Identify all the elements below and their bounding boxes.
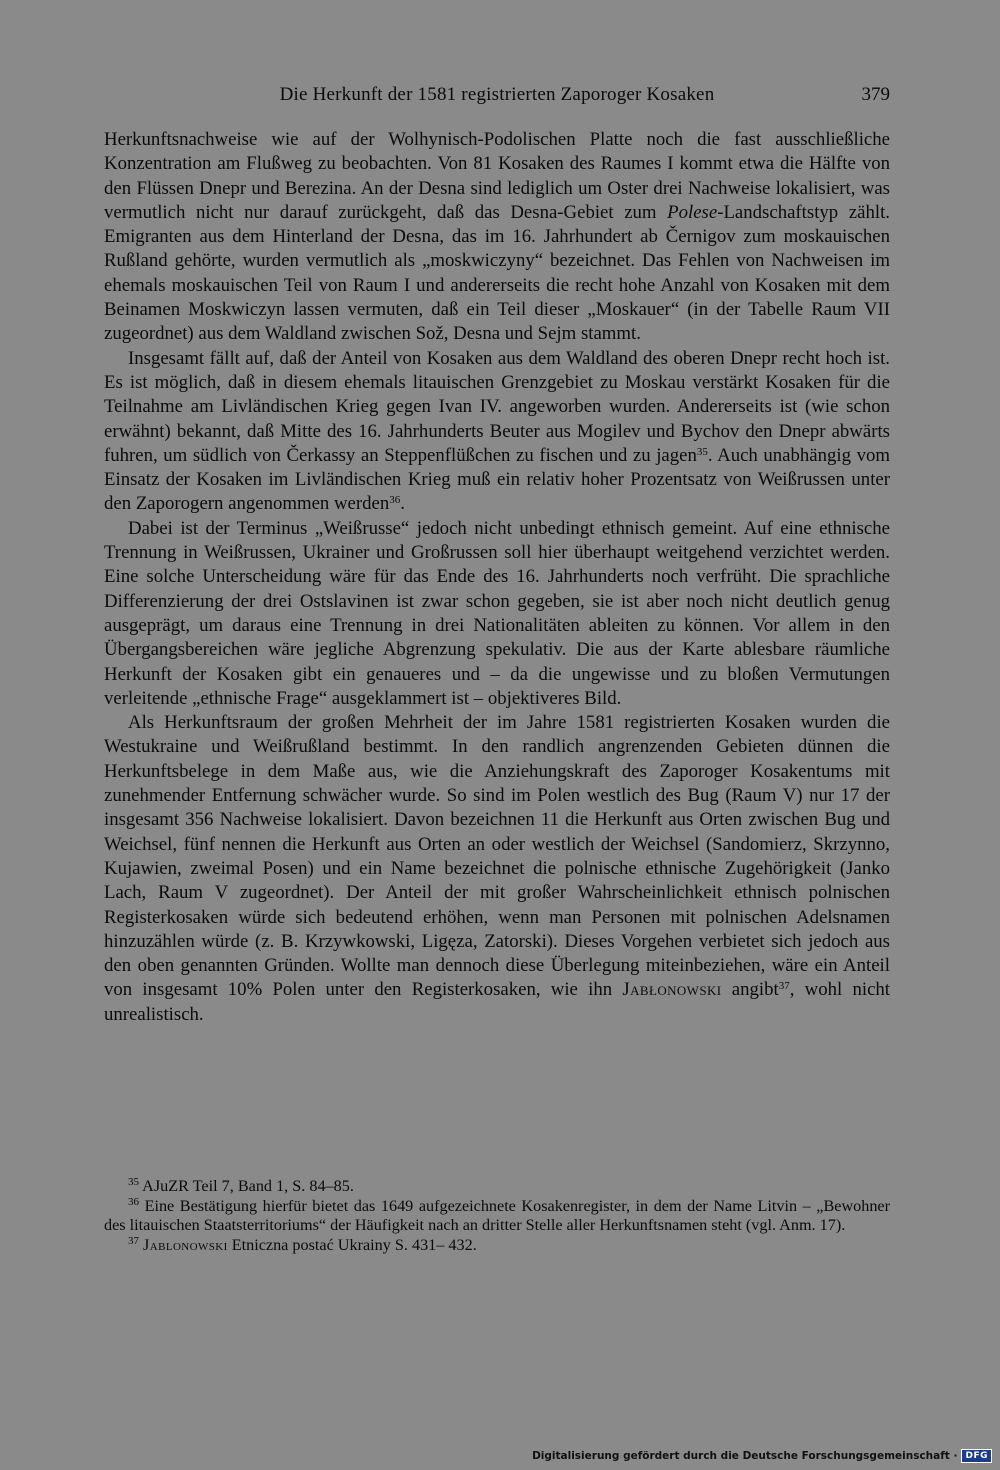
footnote-author: Jablonowski [143, 1235, 228, 1254]
paragraph-4 [104, 711, 890, 1027]
paragraph-1-italic-term: Polese [667, 201, 718, 223]
paragraph-1-text-a: Herkunftsnachweise wie auf der Wolhynisch-Podolischen Platte noch die fast ausschließliche Konzentration am Flußweg zu beobachten. Von 81 Kosaken des Raumes I kommt etwa die Hälfte von den Flüssen Dnepr und Berezina. An der Desna sind lediglich um Oster drei Nachweise lokalisiert, was vermutlich nicht nur darauf zurückgeht, daß das Desna-Gebiet zum [104, 129, 890, 223]
paragraph-1 [104, 128, 890, 347]
running-title: Die Herkunft der 1581 registrierten Zaporoger Kosaken [279, 84, 715, 105]
footnote-text: AJuZR Teil 7, Band 1, S. 84–85. [142, 1177, 354, 1195]
author-name-jablonowski: Jabłonowski [622, 979, 722, 1001]
paragraph-4-text-b: angibt [721, 979, 779, 1001]
footnote-35 [104, 1177, 890, 1197]
footnote-number: 37 [128, 1234, 139, 1247]
footnote-ref-36[interactable]: 36 [389, 494, 401, 507]
body-text [104, 128, 890, 1027]
footnote-number: 36 [128, 1195, 139, 1208]
paragraph-3: Dabei ist der Terminus „Weißrusse“ jedoch nicht unbedingt ethnisch gemeint. Auf eine ethnische Trennung in Weißrussen, Ukrainer und Großrussen soll hier überhaupt weitgehend verzichtet werden. Eine solche Unterscheidung wäre für das Ende des 16. Jahrhunderts noch verfrüht. Die sprachliche Differenzierung der drei Ostslavinen ist zwar schon gegeben, sie ist aber noch nicht deutlich genug ausgeprägt, um daraus eine Trennung in drei Nationalitäten ableiten zu können. Vor allem in den Übergangsbereichen wäre jegliche Abgrenzung spekulativ. Die aus der Karte ablesbare räumliche Herkunft der Kosaken gibt ein genaueres und – da die ungewisse und zu bloßen Vermutungen verleitende „ethnische Frage“ ausgeklammert ist – objektiveres Bild. [104, 517, 890, 709]
paragraph-2-text-a: Insgesamt fällt auf, daß der Anteil von Kosaken aus dem Waldland des oberen Dnepr recht hoch ist. Es ist möglich, daß in diesem ehemals litauischen Grenzgebiet zu Moskau verstärkt Kosaken für die Teilnahme am Livländischen Krieg gegen Ivan IV. angeworben wurden. Andererseits ist (wie schon erwähnt) bekannt, daß Mitte des 16. Jahrhunderts Beuter aus Mogilev und Bychov den Dnepr abwärts fuhren, um südlich von Čerkassy an Steppenflüßchen zu fischen und zu jagen [104, 347, 890, 466]
footnote-ref-35[interactable]: 35 [696, 445, 708, 458]
footnote-number: 35 [128, 1176, 139, 1188]
footnote-text: Eine Bestätigung hierfür bietet das 1649 aufgezeichnete Kosakenregister, in dem der Name Litvin – „Bewohner des litauischen Staatsterritoriums“ der Häufigkeit nach an dritter Stelle aller Herkunftsnamen steht (vgl. Anm. 17). [104, 1196, 891, 1235]
dfg-logo: DFG [961, 1449, 992, 1463]
paragraph-4-text-a: Als Herkunftsraum der großen Mehrheit der im Jahre 1581 registrierten Kosaken wurden die Westukraine und Weißrußland bestimmt. In den randlich angrenzenden Gebieten dünnen die Herkunftsbelege in dem Maße aus, wie die Anziehungskraft des Zaporoger Kosakentums mit zunehmender Entfernung schwächer wurde. So sind im Polen westlich des Bug (Raum V) nur 17 der insgesamt 356 Nachweise lokalisiert. Davon bezeichnen 11 die Herkunft aus Orten zwischen Bug und Weichsel, fünf nennen die Herkunft aus Orten an oder westlich der Weichsel (Sandomierz, Skrzynno, Kujawien, zweimal Posen) und ein Name bezeichnet die polnische ethnische Zugehörigkeit (Janko Lach, Raum V zugeordnet). Der Anteil der mit großer Wahrscheinlichkeit ethnisch polnischen Registerkosaken würde sich bedeutend erhöhen, wenn man Personen mit polnischen Adelsnamen hinzuzählen würde (z. B. Krzywkowski, Ligęza, Zatorski). Dieses Vorgehen verbietet sich jedoch aus den oben genannten Gründen. Wollte man dennoch diese Überlegung miteinbeziehen, wäre ein Anteil von insgesamt 10% Polen unter den Registerkosaken, wie ihn [104, 712, 890, 1001]
digitization-credit [532, 1448, 992, 1464]
credit-text: Digitalisierung gefördert durch die Deutsche Forschungsgemeinschaft · [532, 1450, 958, 1462]
paragraph-1-text-b: -Landschaftstyp zählt. Emigranten aus dem Hinterland der Desna, das im 16. Jahrhundert ab Černigov zum moskauischen Rußland gehörte, wurden vermutlich als „moskwiczyny“ bezeichnet. Das Fehlen von Nachweisen im ehemals moskauischen Teil von Raum I und andererseits die recht hohe Anzahl von Kosaken mit dem Beinamen Moskwiczyn lassen vermuten, daß ein Teil dieser „Moskauer“ (in der Tabelle Raum VII zugeordnet) aus dem Waldland zwischen Sož, Desna und Sejm stammt. [104, 201, 890, 345]
page-number: 379 [861, 84, 890, 105]
footnote-ref-37[interactable]: 37 [778, 980, 790, 993]
paragraph-2-text-c: . [400, 493, 405, 515]
footnote-36 [104, 1197, 890, 1236]
footnote-text: Etniczna postać Ukrainy S. 431– 432. [227, 1235, 477, 1254]
footnote-37 [104, 1236, 890, 1256]
paragraph-2-text-b: . Auch unabhängig vom Einsatz der Kosaken im Livländischen Krieg muß ein relativ hoher Prozentsatz von Weißrussen unter den Zaporogern angenommen werden [104, 444, 890, 515]
running-head [104, 84, 890, 112]
paragraph-2 [104, 347, 890, 517]
paragraph-4-text-c: , wohl nicht unrealistisch. [104, 979, 891, 1025]
footnotes [104, 1177, 890, 1255]
